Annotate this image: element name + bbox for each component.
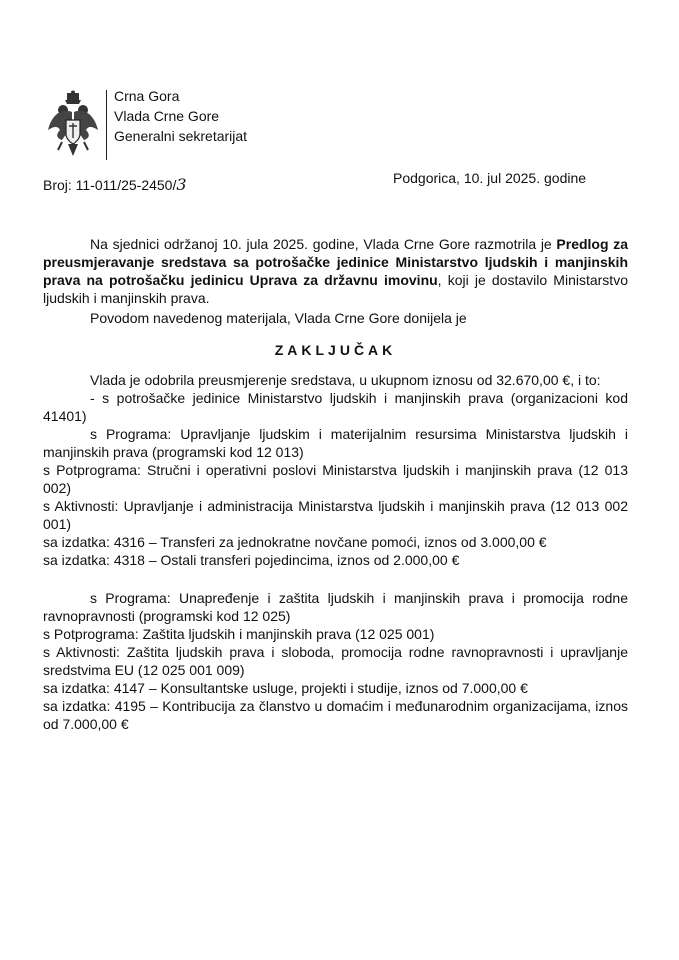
conclusion-lead: Vlada je odobrila preusmjerenje sredstava, u ukupnom iznosu od 32.670,00 €, i to:	[90, 372, 601, 388]
expense-item-4318: sa izdatka: 4318 – Ostali transferi pojedincima, iznos od 2.000,00 €	[43, 552, 460, 568]
reference-number-label: Broj: 11-011/25-2450/	[43, 177, 177, 193]
intro-proposal-title: Predlog za preusmjeravanje sredstava sa potrošačke jedinice Ministarstvo ljudskih i manjinskih prava na potrošačku jedinicu Uprava za državnu imovinu	[43, 236, 628, 288]
intro-text-b: , koji je dostavilo Ministarstvo ljudskih i manjinskih prava.	[43, 272, 628, 306]
intro-paragraph	[43, 235, 628, 307]
program-2: s Programa: Unapređenje i zaštita ljudskih i manjinskih prava i promocija rodne ravnopravnosti (programski kod 12 025)	[43, 590, 628, 624]
header-secretariat: Generalni sekretarijat	[114, 128, 248, 144]
subprogram-2: s Potprograma: Zaštita ljudskih i manjinskih prava (12 025 001)	[43, 626, 435, 642]
handwritten-suffix: 3	[176, 175, 187, 194]
header-divider	[106, 90, 107, 160]
expense-item-4147: sa izdatka: 4147 – Konsultantske usluge, projekti i studije, iznos od 7.000,00 €	[43, 680, 528, 696]
place-date: Podgorica, 10. jul 2025. godine	[393, 170, 587, 186]
source-unit: - s potrošačke jedinice Ministarstvo ljudskih i manjinskih prava (organizacioni kod 41401)	[43, 390, 628, 424]
expense-item-4195: sa izdatka: 4195 – Kontribucija za članstvo u domaćim i međunarodnim organizacijama, iznos od 7.000,00 €	[43, 698, 628, 732]
subprogram-1: s Potprograma: Stručni i operativni poslovi Ministarstva ljudskih i manjinskih prava (12 013 002)	[43, 462, 628, 496]
activity-2: s Aktivnosti: Zaštita ljudskih prava i sloboda, promocija rodne ravnopravnosti i upravljanje sredstvima EU (12 025 001 009)	[43, 644, 628, 678]
header-government: Vlada Crne Gore	[114, 108, 220, 124]
header-country: Crna Gora	[114, 88, 180, 104]
document-body	[43, 235, 628, 733]
activity-1: s Aktivnosti: Upravljanje i administracija Ministarstva ljudskih i manjinskih prava (12 013 002 001)	[43, 498, 628, 532]
coat-of-arms-emblem	[46, 90, 100, 160]
intro-text-a: Na sjednici održanoj 10. jula 2025. godine, Vlada Crne Gore razmotrila je	[90, 236, 557, 252]
program-1: s Programa: Upravljanje ljudskim i materijalnim resursima Ministarstva ljudskih i manjinskih prava (programski kod 12 013)	[43, 426, 628, 460]
reference-number	[43, 175, 187, 194]
institution-header	[114, 86, 247, 146]
decision-intro: Povodom navedenog materijala, Vlada Crne Gore donijela je	[90, 310, 467, 326]
conclusion-title: ZAKLJUČAK	[274, 342, 397, 358]
expense-item-4316: sa izdatka: 4316 – Transferi za jednokratne novčane pomoći, iznos od 3.000,00 €	[43, 534, 547, 550]
